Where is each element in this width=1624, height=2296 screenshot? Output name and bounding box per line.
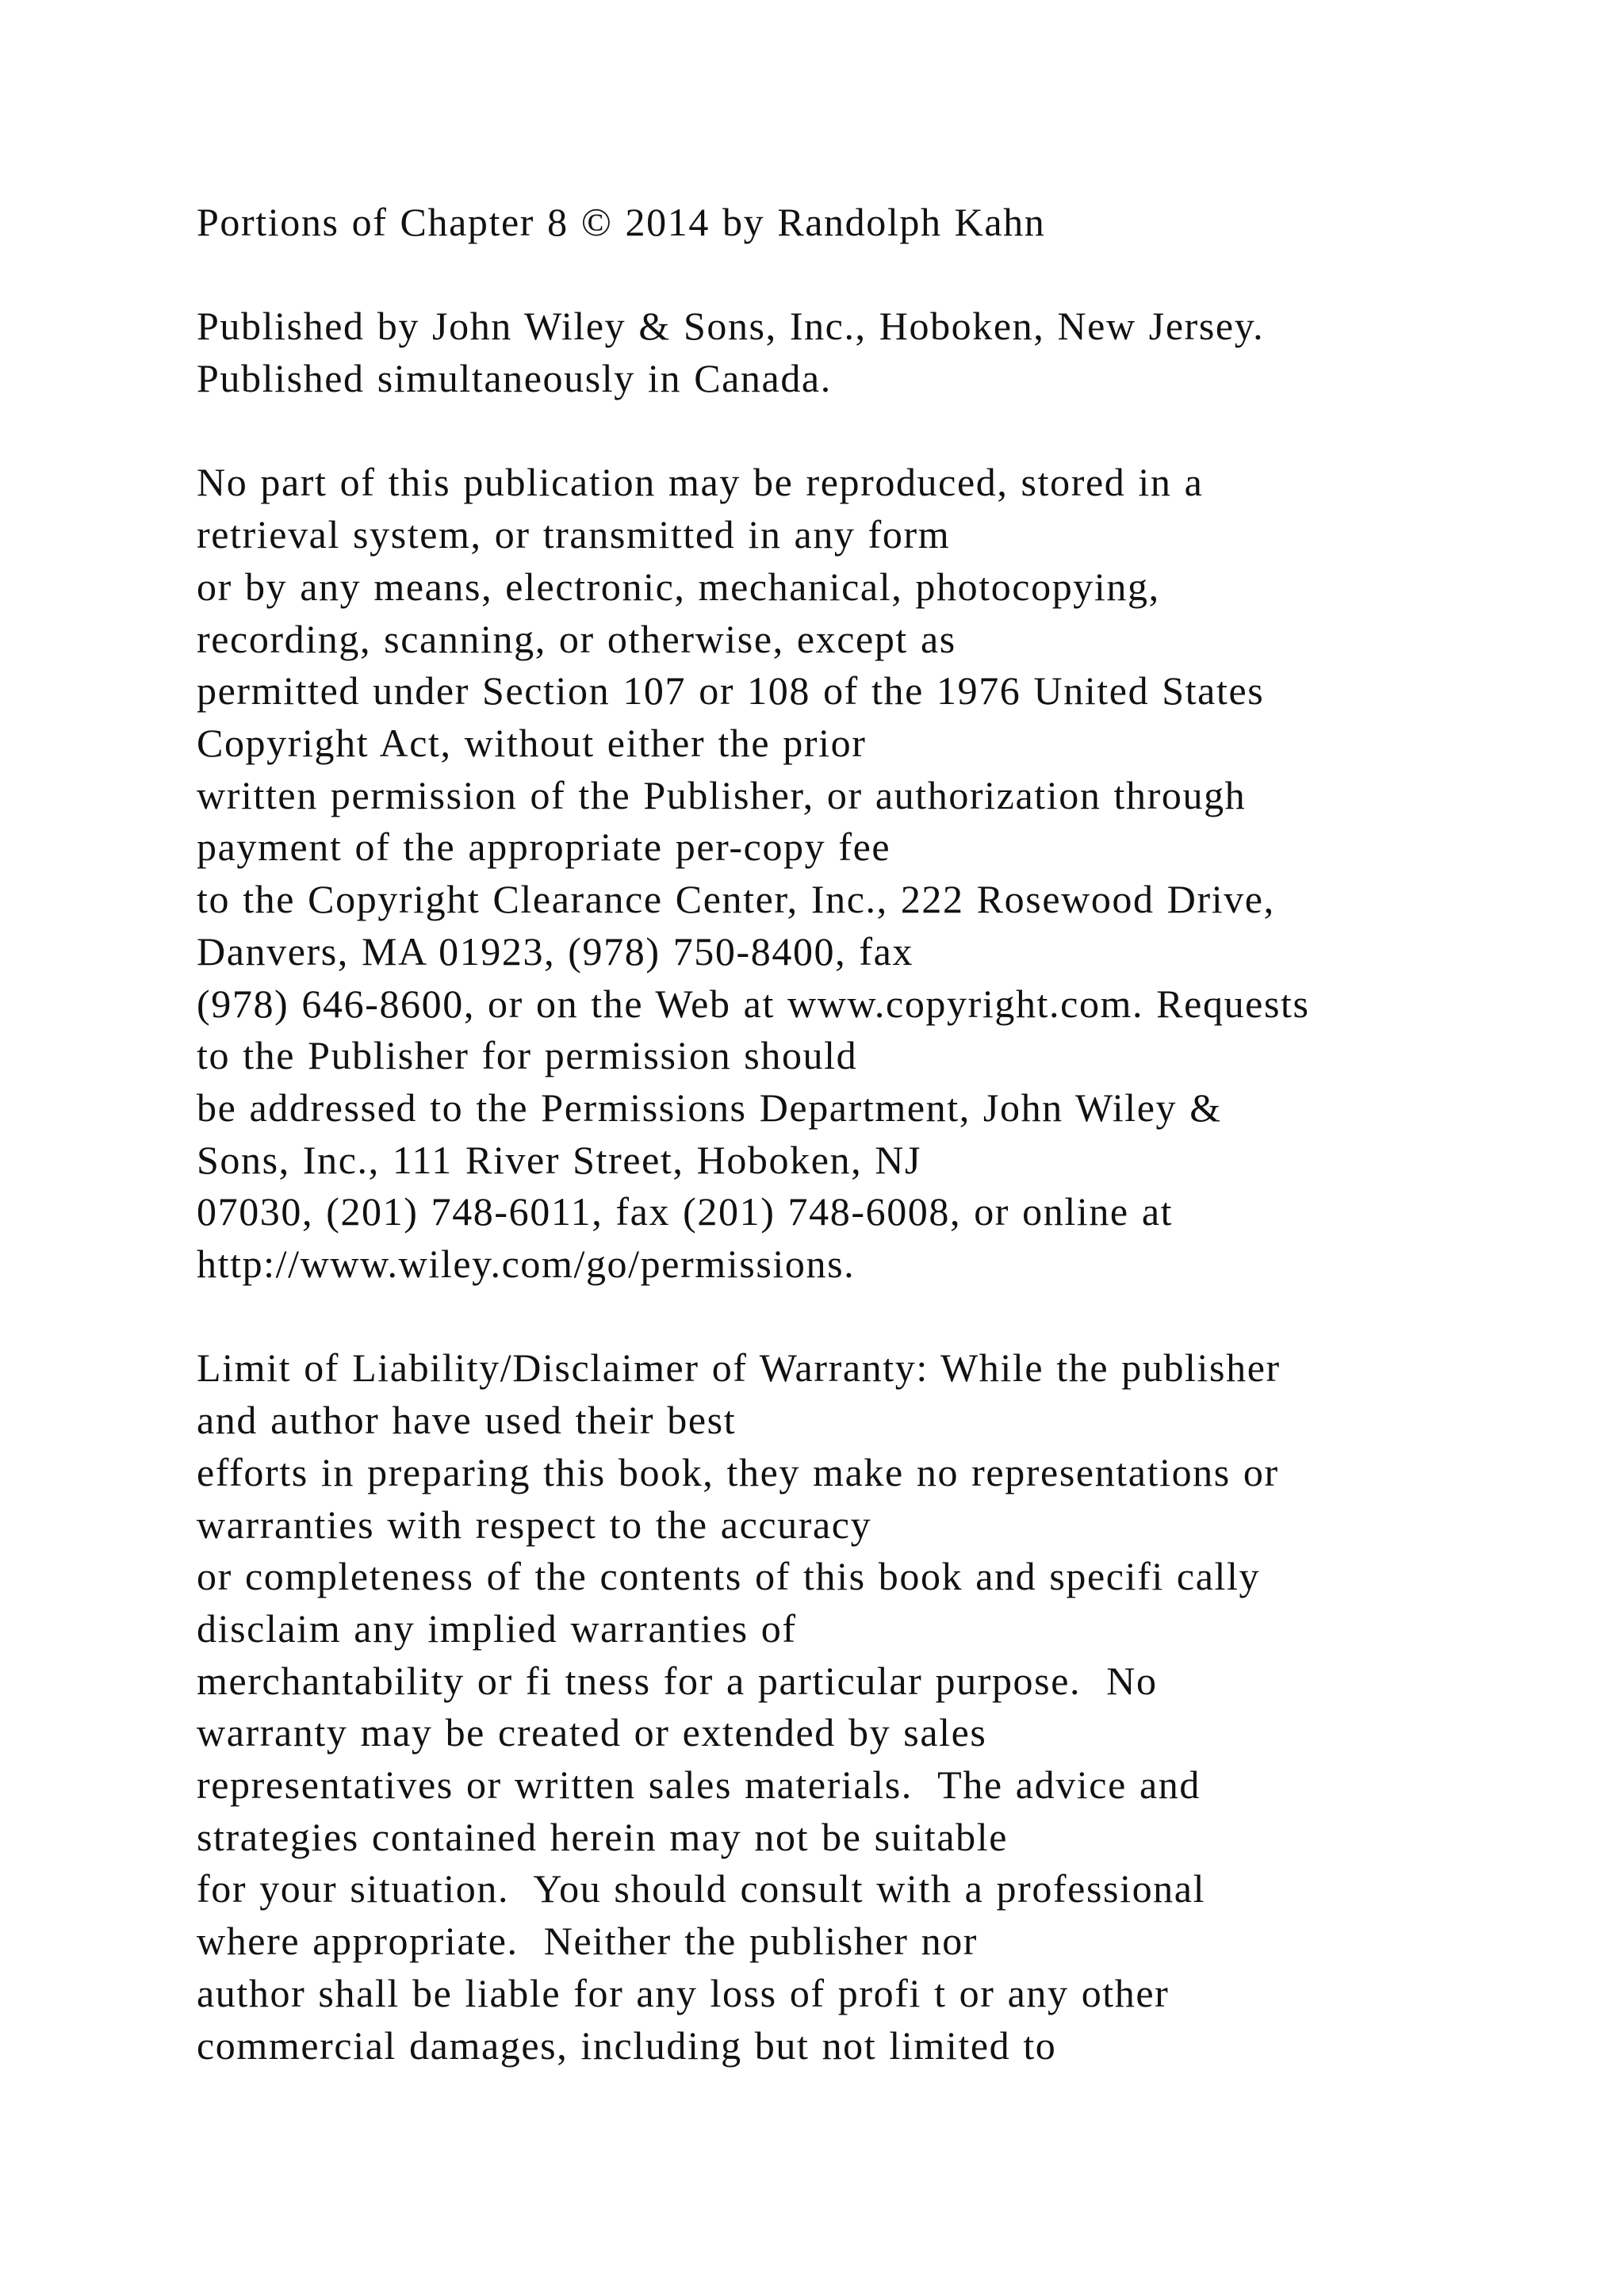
text-line: or by any means, electronic, mechanical, photocopying, [197, 564, 1160, 609]
permissions-paragraph [197, 457, 1592, 1290]
text-line: Copyright Act, without either the prior [197, 721, 867, 765]
disclaimer-paragraph [197, 1342, 1592, 2072]
text-line: Portions of Chapter 8 © 2014 by Randolph Kahn [197, 200, 1046, 244]
text-line: written permission of the Publisher, or authorization through [197, 772, 1247, 817]
text-line: efforts in preparing this book, they make no representations or [197, 1449, 1279, 1494]
text-line: to the Publisher for permission should [197, 1033, 858, 1078]
text-line: retrieval system, or transmitted in any form [197, 512, 951, 557]
text-line: Sons, Inc., 111 River Street, Hoboken, NJ [197, 1137, 922, 1182]
text-line: No part of this publication may be reproduced, stored in a [197, 460, 1204, 505]
text-line: for your situation. You should consult with a professional [197, 1866, 1206, 1911]
text-line: Danvers, MA 01923, (978) 750-8400, fax [197, 928, 914, 974]
text-line: be addressed to the Permissions Department, John Wiley & [197, 1085, 1222, 1130]
text-line: or completeness of the contents of this book and specifi cally [197, 1554, 1261, 1599]
text-line: merchantability or fi tness for a particular purpose. No [197, 1658, 1158, 1703]
text-line: and author have used their best [197, 1398, 737, 1443]
text-line: where appropriate. Neither the publisher nor [197, 1919, 979, 1964]
text-line: http://www.wiley.com/go/permissions. [197, 1242, 856, 1287]
text-line: payment of the appropriate per-copy fee [197, 825, 891, 870]
text-line: Published simultaneously in Canada. [197, 356, 832, 401]
text-line: Limit of Liability/Disclaimer of Warranty: While the publisher [197, 1345, 1281, 1391]
text-line: author shall be liable for any loss of profi t or any other [197, 1970, 1170, 2015]
text-line: warranties with respect to the accuracy [197, 1502, 872, 1547]
text-line: (978) 646-8600, or on the Web at www.copyright.com. Requests [197, 981, 1310, 1026]
text-line: representatives or written sales materials. The advice and [197, 1762, 1201, 1808]
text-line: Published by John Wiley & Sons, Inc., Hoboken, New Jersey. [197, 304, 1265, 349]
document-text [197, 197, 1592, 2124]
copyright-notice-paragraph [197, 197, 1592, 249]
text-line: warranty may be created or extended by sales [197, 1710, 987, 1755]
text-line: to the Copyright Clearance Center, Inc., 222 Rosewood Drive, [197, 877, 1275, 922]
text-line: recording, scanning, or otherwise, except as [197, 616, 956, 661]
text-line: permitted under Section 107 or 108 of the 1976 United States [197, 668, 1265, 714]
text-line: strategies contained herein may not be suitable [197, 1814, 1008, 1859]
text-line: 07030, (201) 748-6011, fax (201) 748-6008, or online at [197, 1189, 1174, 1234]
text-line: disclaim any implied warranties of [197, 1605, 797, 1651]
text-line: commercial damages, including but not limited to [197, 2022, 1057, 2068]
publisher-paragraph [197, 300, 1592, 404]
